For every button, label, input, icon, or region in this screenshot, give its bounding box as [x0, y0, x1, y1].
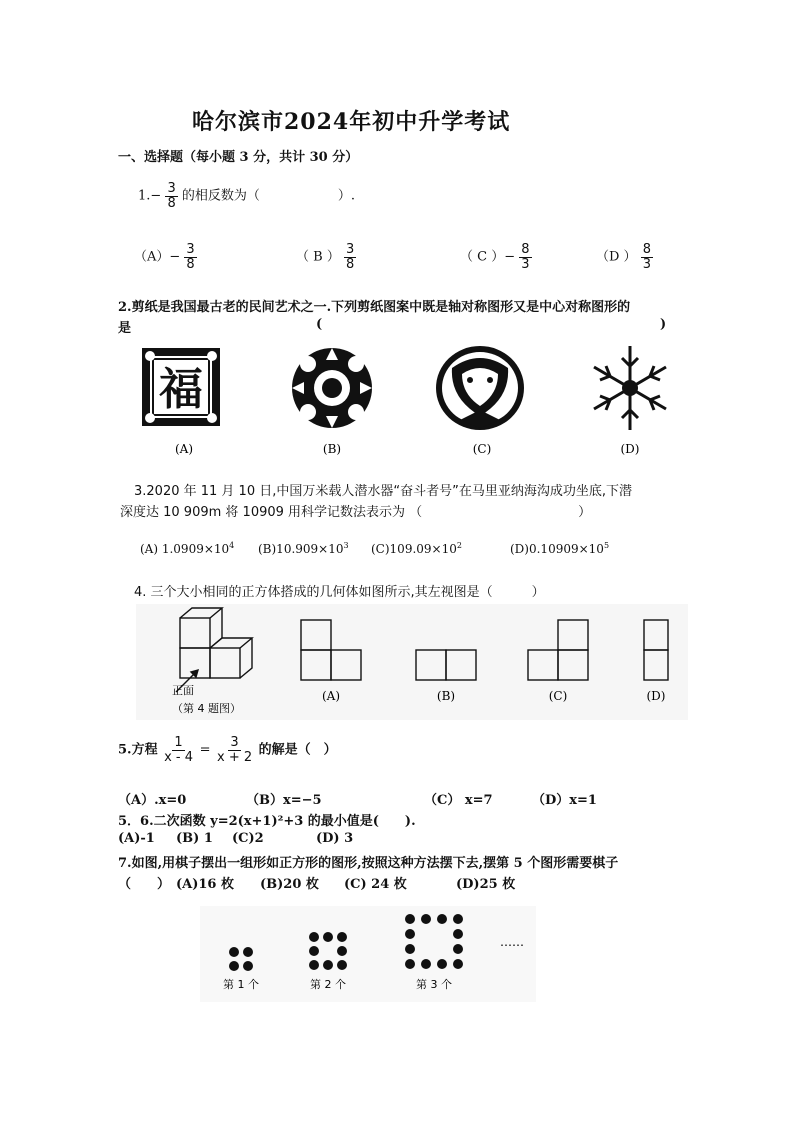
q3-option-b — [258, 541, 349, 556]
q2-stem-line2: 是 — [118, 321, 132, 336]
q5-option-d: （D）x=1 — [532, 793, 597, 808]
q3-option-b-exp: 3 — [343, 541, 349, 550]
q1-option-c-label: （ C ）− — [460, 249, 516, 265]
q7-label-2: 第 2 个 — [310, 978, 346, 991]
q4-view-b-label: (B) — [436, 689, 456, 703]
q3-stem-line2: 深度达 10 909m 将 10909 用科学记数法表示为 （ ） — [120, 505, 592, 520]
q1-option-c — [460, 243, 532, 271]
q7-option-a: (A)16 枚 — [176, 877, 235, 892]
q1-prefix: 1.− — [138, 188, 162, 204]
q5-left-den: x - 4 — [164, 749, 194, 765]
q1-option-b-den: 8 — [345, 256, 355, 272]
question-5 — [118, 736, 337, 764]
q6-option-a: (A)-1 — [118, 831, 155, 846]
q1-option-c-num: 8 — [521, 242, 530, 257]
q7-option-c: (C) 24 枚 — [344, 877, 407, 892]
q5-right-num: 3 — [230, 735, 239, 750]
q1-option-b-num: 3 — [345, 242, 355, 257]
q1-option-a-label: （A）− — [134, 249, 181, 265]
q2-papercut-figures — [120, 340, 686, 460]
q3-option-c-base: (C)109.09×10 — [371, 542, 457, 556]
q1-option-d — [596, 243, 653, 271]
q1-option-a-den: 8 — [186, 256, 195, 272]
q1-frac-num: 3 — [167, 181, 176, 196]
q6-option-c: (C)2 — [232, 831, 264, 846]
papercut-b-image — [292, 348, 372, 428]
q2-answer-paren-open: ( — [316, 317, 323, 332]
section-heading: 一、选择题（每小题 3 分，共计 30 分） — [118, 150, 359, 165]
q3-stem-line1: 3.2020 年 11 月 10 日,中国万米载人潜水器“奋斗者号”在马里亚纳海沟成功坐底,下潜 — [134, 484, 632, 499]
q7-label-1: 第 1 个 — [223, 978, 259, 991]
q4-figures — [136, 604, 688, 720]
q3-option-d-base: (D)0.10909×10 — [510, 542, 604, 556]
papercut-d-image — [594, 346, 666, 430]
question-1 — [138, 182, 355, 210]
q1-option-b-label: （ B ） — [296, 249, 340, 265]
q7-answer-blank: （ ） — [118, 877, 171, 892]
q1-option-c-den: 3 — [521, 256, 530, 272]
q1-stem-suffix: 的相反数为（ ）. — [181, 188, 355, 204]
q1-option-b — [296, 243, 356, 271]
q1-option-a — [134, 243, 197, 271]
papercut-b-label: (B) — [322, 442, 342, 456]
q7-ellipsis: …… — [500, 935, 524, 949]
q3-option-a — [140, 541, 234, 556]
q3-option-d — [510, 541, 609, 556]
q4-front-label: 正面 — [172, 684, 194, 697]
q3-option-c — [371, 541, 462, 556]
q7-option-b: (B)20 枚 — [260, 877, 319, 892]
q5-option-c: （C） x=7 — [424, 793, 493, 808]
q4-view-a-label: (A) — [321, 689, 341, 703]
q2-stem-line1: 2.剪纸是我国最古老的民间艺术之一.下列剪纸图案中既是轴对称图形又是中心对称图形的 — [118, 300, 631, 315]
q1-frac-den: 8 — [167, 195, 176, 211]
papercut-a-image — [142, 348, 220, 426]
q6-stem: 5．6.二次函数 y=2(x+1)²+3 的最小值是( ). — [118, 814, 416, 829]
papercut-c-image — [436, 346, 524, 430]
q5-option-a: （A）.x=0 — [118, 793, 187, 808]
q5-right-den: x + 2 — [217, 749, 253, 765]
papercut-c-label: (C) — [472, 442, 492, 456]
q6-option-d: (D) 3 — [316, 831, 354, 846]
q1-option-d-den: 3 — [642, 256, 651, 272]
q7-stem-line1: 7.如图,用棋子摆出一组形如正方形的图形,按照这种方法摆下去,摆第 5 个图形需要棋子 — [118, 856, 619, 871]
q3-option-a-base: (A) 1.0909×10 — [140, 542, 230, 556]
papercut-d-label: (D) — [620, 442, 640, 456]
papercut-a-label: (A) — [174, 442, 194, 456]
q4-view-c-label: (C) — [548, 689, 568, 703]
q5-equals: = — [199, 742, 211, 758]
papercut-a-glyph: 福 — [159, 364, 203, 415]
q3-option-a-exp: 4 — [229, 541, 235, 550]
q5-suffix: 的解是（ ） — [258, 742, 337, 758]
q3-option-b-base: (B)10.909×10 — [258, 542, 344, 556]
q1-option-d-label: （D ） — [596, 249, 637, 265]
q5-left-num: 1 — [174, 735, 183, 750]
q3-option-c-exp: 2 — [456, 541, 462, 550]
q1-option-a-num: 3 — [186, 242, 195, 257]
q2-answer-paren-close: ) — [660, 317, 667, 332]
q4-figure-label: （第 4 题图） — [172, 702, 241, 715]
page-title: 哈尔滨市2024年初中升学考试 — [192, 109, 511, 135]
q4-view-d-label: (D) — [646, 689, 666, 703]
q5-option-b: （B）x=−5 — [246, 793, 322, 808]
q5-prefix: 5.方程 — [118, 742, 158, 758]
q7-chess-figure — [200, 906, 536, 1002]
q6-option-b: (B) 1 — [176, 831, 213, 846]
q7-option-d: (D)25 枚 — [456, 877, 516, 892]
q1-fraction — [165, 182, 177, 210]
q7-label-3: 第 3 个 — [416, 978, 452, 991]
q3-option-d-exp: 5 — [603, 541, 610, 550]
q4-stem: 4. 三个大小相同的正方体搭成的几何体如图所示,其左视图是（ ） — [134, 585, 545, 600]
q1-option-d-num: 8 — [642, 242, 651, 257]
